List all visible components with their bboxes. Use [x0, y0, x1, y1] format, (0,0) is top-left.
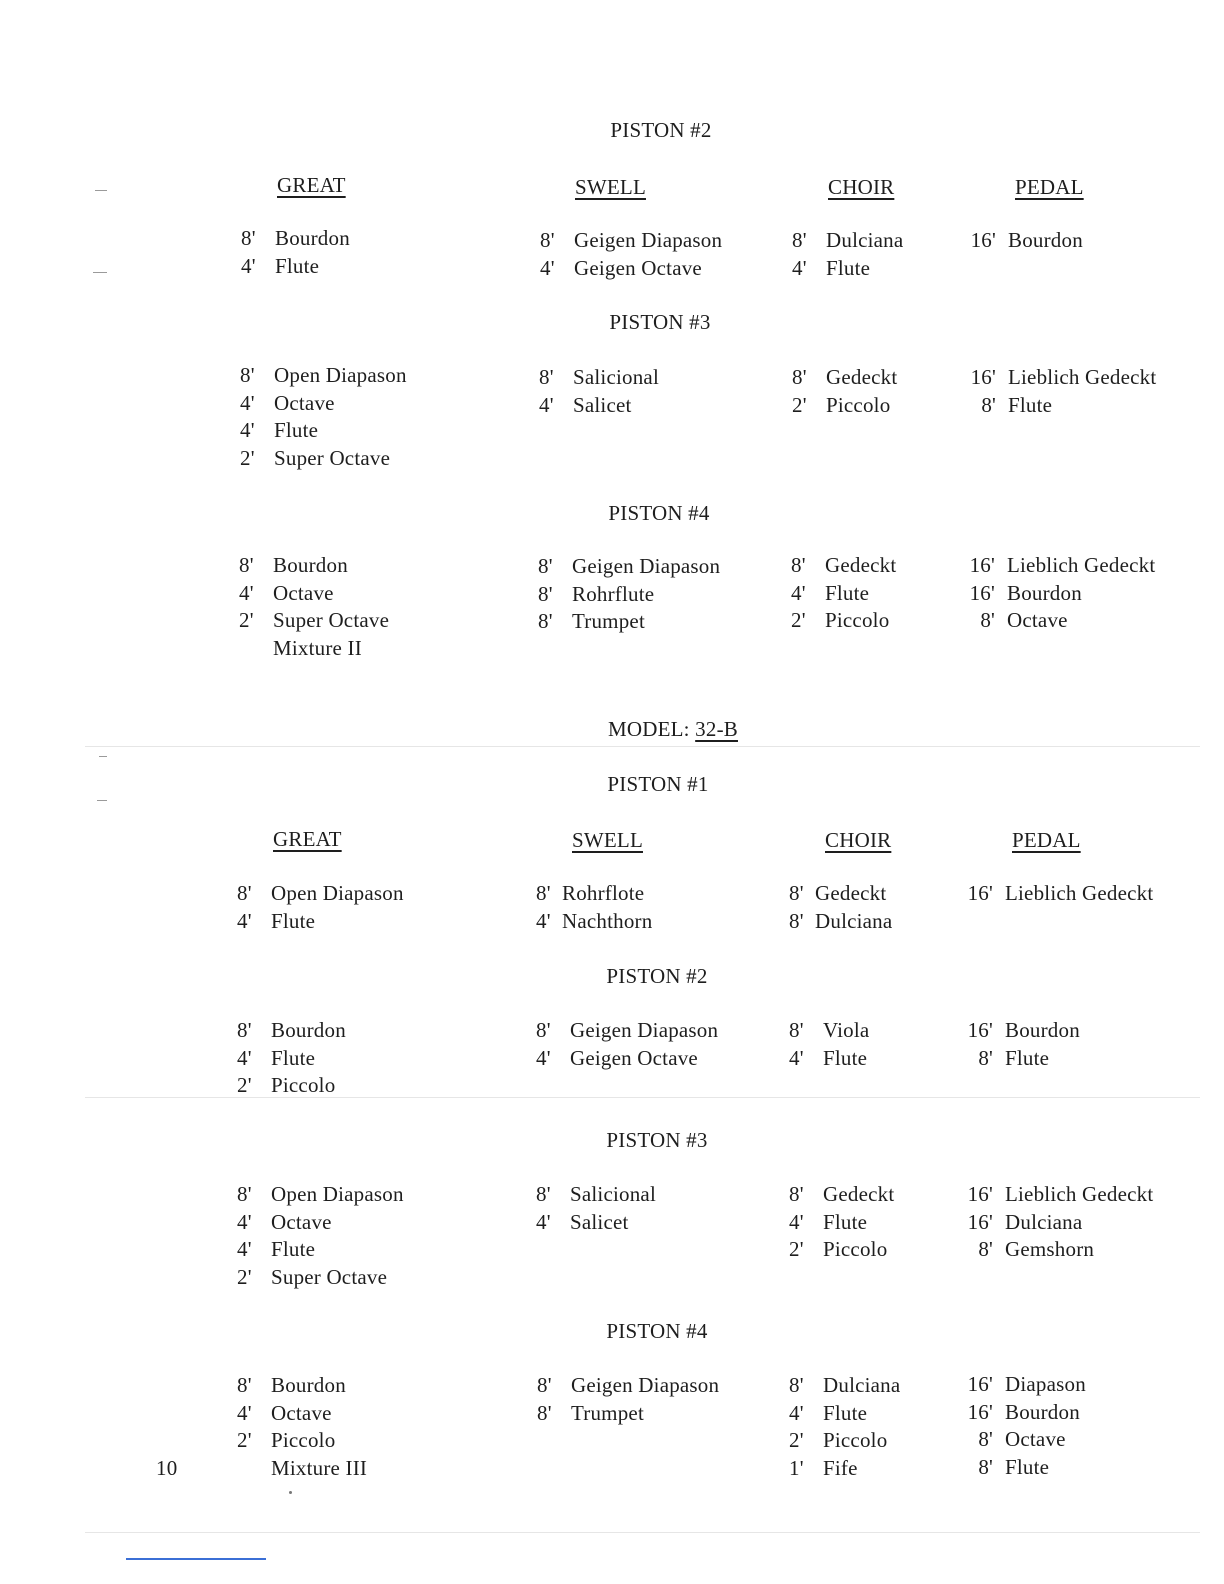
stop-entry	[536, 1210, 629, 1234]
piston-title: PISTON #2	[606, 964, 708, 988]
stop-name: Trumpet	[572, 609, 645, 633]
stop-name: Lieblich Gedeckt	[1007, 553, 1156, 577]
stop-entry	[237, 1373, 346, 1397]
stop-pitch: 16'	[970, 365, 996, 389]
stop-pitch: 16'	[967, 881, 993, 905]
stop-name: Flute	[1005, 1454, 1050, 1479]
stop-entry	[789, 1182, 894, 1206]
stop-entry	[536, 909, 652, 933]
stop-pitch: 4'	[241, 253, 256, 278]
stop-entry	[539, 393, 632, 417]
stop-pitch: 4'	[239, 580, 254, 605]
stop-name: Gedeckt	[823, 1182, 895, 1206]
stop-pitch: 8'	[536, 1182, 551, 1206]
stop-pitch: 8'	[237, 881, 252, 905]
stop-name: Geigen Diapason	[574, 228, 723, 252]
stop-name: Bourdon	[275, 226, 350, 250]
stop-entry	[241, 254, 319, 278]
stop-entry	[789, 909, 892, 933]
stop-pitch: 2'	[789, 1237, 804, 1261]
stop-pitch: 16'	[970, 228, 996, 252]
stop-name: Fife	[823, 1455, 858, 1480]
stop-name: Gedeckt	[815, 881, 887, 905]
stop-name: Piccolo	[826, 392, 891, 417]
stop-entry	[789, 881, 886, 905]
stop-name: Geigen Octave	[570, 1045, 698, 1070]
stop-pitch: 8'	[789, 1182, 804, 1206]
stop-entry	[237, 1456, 367, 1480]
stop-name: Bourdon	[271, 1018, 346, 1042]
stop-entry	[237, 1265, 387, 1289]
stop-pitch: 8'	[536, 881, 551, 905]
stop-entry	[789, 1018, 869, 1042]
stop-pitch: 8'	[789, 881, 804, 905]
stop-name: Dulciana	[1005, 1209, 1083, 1234]
stop-pitch: 8'	[978, 1454, 993, 1479]
stop-entry	[237, 881, 404, 905]
stop-entry	[239, 608, 389, 632]
piston-title: PISTON #3	[609, 310, 711, 334]
stop-name: Flute	[271, 1237, 316, 1261]
stop-entry	[967, 581, 1082, 605]
stop-entry	[239, 581, 334, 605]
scan-rule	[85, 1532, 1200, 1533]
stop-entry	[237, 1428, 335, 1452]
stop-entry	[237, 1018, 346, 1042]
stop-name: Mixture II	[273, 635, 362, 660]
stop-pitch: 8'	[792, 365, 807, 389]
stop-pitch: 2'	[237, 1073, 252, 1097]
stop-entry	[237, 1046, 315, 1070]
stop-pitch: 8'	[978, 1427, 993, 1451]
stop-name: Bourdon	[1005, 1399, 1080, 1424]
stop-entry	[965, 1372, 1086, 1396]
stop-name: Piccolo	[271, 1073, 336, 1097]
column-header-pedal: PEDAL	[1015, 175, 1084, 199]
stop-name: Gemshorn	[1005, 1237, 1095, 1261]
stop-name: Dulciana	[826, 228, 904, 252]
stop-entry	[237, 1073, 335, 1097]
scan-rule	[85, 1097, 1200, 1098]
stop-entry	[237, 1182, 404, 1206]
stop-name: Octave	[271, 1400, 332, 1425]
column-header-choir: CHOIR	[828, 175, 895, 199]
stop-entry	[789, 1456, 858, 1480]
stop-name: Flute	[826, 255, 871, 280]
stop-name: Viola	[823, 1018, 870, 1042]
stop-pitch: 8'	[789, 1018, 804, 1042]
stop-pitch: 16'	[967, 1209, 993, 1234]
stop-entry	[965, 881, 1153, 905]
stop-entry	[536, 1018, 718, 1042]
stop-entry	[237, 909, 315, 933]
stop-pitch: 4'	[792, 255, 807, 280]
stop-entry	[965, 1427, 1066, 1451]
stop-pitch: 2'	[237, 1428, 252, 1452]
stop-entry	[791, 608, 889, 632]
stop-entry	[540, 256, 702, 280]
stop-name: Geigen Diapason	[572, 554, 721, 578]
piston-title: PISTON #2	[610, 118, 712, 142]
stop-pitch: 16'	[967, 1018, 993, 1042]
stop-name: Octave	[1007, 608, 1068, 632]
stop-name: Rohrflute	[572, 581, 655, 606]
stop-pitch: 8'	[978, 1045, 993, 1070]
stop-entry	[536, 881, 644, 905]
stop-entry	[965, 1237, 1094, 1261]
scan-mark	[95, 190, 107, 191]
stop-name: Flute	[823, 1400, 868, 1425]
stop-entry	[967, 608, 1068, 632]
column-header-swell: SWELL	[575, 175, 646, 199]
stop-pitch: 4'	[237, 1237, 252, 1261]
stop-entry	[789, 1401, 867, 1425]
stop-entry	[537, 1373, 719, 1397]
scan-mark	[99, 756, 107, 757]
stop-pitch: 8'	[537, 1400, 552, 1425]
stop-entry	[237, 1401, 332, 1425]
stop-name: Nachthorn	[562, 908, 653, 933]
stop-entry	[789, 1210, 867, 1234]
stop-entry	[791, 581, 869, 605]
stop-name: Flute	[823, 1045, 868, 1070]
stop-pitch: 8'	[789, 908, 804, 933]
stop-name: Dulciana	[823, 1373, 901, 1397]
stop-entry	[789, 1428, 887, 1452]
column-header-great: GREAT	[277, 173, 346, 197]
stop-name: Bourdon	[1007, 580, 1082, 605]
stop-entry	[240, 363, 407, 387]
column-header-swell: SWELL	[572, 828, 643, 852]
piston-title: PISTON #3	[606, 1128, 708, 1152]
stop-name: Piccolo	[823, 1428, 888, 1452]
stop-entry	[968, 393, 1052, 417]
edge-line	[126, 1558, 266, 1560]
stop-entry	[240, 446, 390, 470]
stop-name: Flute	[275, 253, 320, 278]
stop-name: Salicional	[570, 1182, 656, 1206]
stop-name: Lieblich Gedeckt	[1008, 365, 1157, 389]
stop-name: Super Octave	[274, 445, 391, 470]
stop-pitch: 8'	[538, 554, 553, 578]
stop-pitch: 8'	[978, 1237, 993, 1261]
stop-entry	[538, 554, 720, 578]
column-header-choir: CHOIR	[825, 828, 892, 852]
stop-name: Salicet	[570, 1209, 629, 1234]
stop-pitch: 16'	[967, 1399, 993, 1424]
stop-name: Octave	[271, 1209, 332, 1234]
stop-name: Flute	[823, 1209, 868, 1234]
stop-pitch: 8'	[237, 1373, 252, 1397]
stop-pitch: 8'	[240, 363, 255, 387]
stop-entry	[237, 1210, 332, 1234]
stop-pitch: 8'	[538, 581, 553, 606]
stop-entry	[240, 418, 318, 442]
stop-entry	[791, 553, 896, 577]
stop-entry	[965, 1046, 1049, 1070]
stop-pitch: 8'	[539, 365, 554, 389]
stop-pitch: 8'	[980, 608, 995, 632]
scan-rule	[85, 746, 1200, 747]
stop-entry	[968, 228, 1083, 252]
stop-pitch: 2'	[237, 1264, 252, 1289]
stop-entry	[965, 1018, 1080, 1042]
stop-pitch: 4'	[540, 255, 555, 280]
stop-pitch: 8'	[237, 1182, 252, 1206]
stop-name: Piccolo	[271, 1428, 336, 1452]
stop-entry	[789, 1046, 867, 1070]
stop-name: Salicional	[573, 365, 659, 389]
scan-mark	[97, 800, 107, 801]
stop-pitch: 2'	[239, 608, 254, 632]
stop-pitch: 4'	[789, 1045, 804, 1070]
stop-pitch: 1'	[789, 1455, 804, 1480]
stop-name: Bourdon	[273, 553, 348, 577]
stop-name: Flute	[274, 418, 319, 442]
stop-pitch: 4'	[240, 390, 255, 415]
stop-pitch: 2'	[792, 392, 807, 417]
stop-name: Lieblich Gedeckt	[1005, 1182, 1154, 1206]
stop-entry	[792, 365, 897, 389]
piston-title: PISTON #1	[607, 772, 709, 796]
stop-pitch: 8'	[538, 609, 553, 633]
stop-pitch: 4'	[237, 908, 252, 933]
stop-pitch: 4'	[789, 1400, 804, 1425]
stop-name: Piccolo	[823, 1237, 888, 1261]
stop-name: Diapason	[1005, 1372, 1086, 1396]
model-heading	[608, 717, 738, 741]
stop-entry	[965, 1400, 1080, 1424]
stop-name: Lieblich Gedeckt	[1005, 881, 1154, 905]
stop-entry	[537, 1401, 644, 1425]
stop-pitch: 2'	[240, 445, 255, 470]
stop-name: Salicet	[573, 392, 632, 417]
stop-name: Octave	[273, 580, 334, 605]
stop-pitch: 16'	[967, 1372, 993, 1396]
stop-entry	[540, 228, 722, 252]
stop-name: Flute	[1005, 1045, 1050, 1070]
model-label: MODEL:	[608, 717, 690, 741]
stop-pitch: 16'	[969, 553, 995, 577]
stop-name: Trumpet	[571, 1400, 644, 1425]
stop-pitch: 4'	[539, 392, 554, 417]
stop-entry	[965, 1455, 1049, 1479]
stop-name: Bourdon	[1008, 228, 1083, 252]
stop-entry	[239, 636, 362, 660]
stop-name: Flute	[825, 580, 870, 605]
stop-name: Open Diapason	[274, 363, 407, 387]
piston-title: PISTON #4	[606, 1319, 708, 1343]
stop-pitch: 4'	[536, 1045, 551, 1070]
stop-name: Piccolo	[825, 608, 890, 632]
stop-pitch: 2'	[789, 1428, 804, 1452]
stop-entry	[241, 226, 350, 250]
stop-pitch: 16'	[967, 1182, 993, 1206]
stop-entry	[239, 553, 348, 577]
stop-pitch: 8'	[537, 1373, 552, 1397]
stop-pitch: 4'	[237, 1045, 252, 1070]
stop-name: Open Diapason	[271, 881, 404, 905]
stop-name: Bourdon	[271, 1373, 346, 1397]
stop-name: Super Octave	[271, 1264, 388, 1289]
stop-entry	[967, 553, 1155, 577]
stop-entry	[536, 1046, 698, 1070]
stop-pitch: 8'	[241, 226, 256, 250]
stop-pitch: 4'	[237, 1209, 252, 1234]
stop-name: Dulciana	[815, 908, 893, 933]
model-number: 32-B	[695, 717, 738, 741]
stop-pitch: 8'	[792, 228, 807, 252]
stop-entry	[965, 1210, 1082, 1234]
stop-entry	[539, 365, 659, 389]
stop-entry	[538, 582, 654, 606]
page-number: 10	[156, 1456, 178, 1480]
stop-name: Flute	[271, 908, 316, 933]
stop-name: Open Diapason	[271, 1182, 404, 1206]
stop-name: Mixture III	[271, 1455, 368, 1480]
stop-entry	[789, 1373, 900, 1397]
stop-name: Rohrflote	[562, 881, 645, 905]
stop-name: Geigen Diapason	[571, 1373, 720, 1397]
stop-entry	[792, 256, 870, 280]
stop-entry	[792, 228, 903, 252]
stop-entry	[240, 391, 335, 415]
stop-name: Super Octave	[273, 608, 390, 632]
stop-pitch: 8'	[536, 1018, 551, 1042]
stop-entry	[968, 365, 1156, 389]
stop-entry	[965, 1182, 1153, 1206]
column-header-pedal: PEDAL	[1012, 828, 1081, 852]
stop-pitch: 4'	[791, 580, 806, 605]
stop-name: Bourdon	[1005, 1018, 1080, 1042]
stop-pitch: 4'	[536, 1209, 551, 1234]
stop-name: Geigen Octave	[574, 255, 702, 280]
scan-speck	[289, 1491, 292, 1494]
stop-pitch: 8'	[981, 392, 996, 417]
scan-mark	[93, 272, 107, 273]
column-header-great: GREAT	[273, 827, 342, 851]
stop-pitch: 2'	[791, 608, 806, 632]
stop-pitch: 8'	[789, 1373, 804, 1397]
stop-pitch: 8'	[237, 1018, 252, 1042]
stop-pitch: 4'	[536, 908, 551, 933]
stop-name: Octave	[1005, 1427, 1066, 1451]
stop-pitch: 8'	[791, 553, 806, 577]
stop-pitch: 4'	[237, 1400, 252, 1425]
stop-name: Flute	[271, 1045, 316, 1070]
piston-title: PISTON #4	[608, 501, 710, 525]
stop-name: Gedeckt	[826, 365, 898, 389]
stop-entry	[536, 1182, 656, 1206]
stop-pitch: 8'	[239, 553, 254, 577]
stop-pitch: 4'	[789, 1209, 804, 1234]
stop-pitch: 8'	[540, 228, 555, 252]
stop-name: Flute	[1008, 392, 1053, 417]
stop-name: Gedeckt	[825, 553, 897, 577]
stop-entry	[237, 1237, 315, 1261]
stop-entry	[538, 609, 645, 633]
stop-entry	[792, 393, 890, 417]
stop-pitch: 16'	[969, 580, 995, 605]
stop-pitch: 4'	[240, 418, 255, 442]
stop-name: Octave	[274, 390, 335, 415]
stop-name: Geigen Diapason	[570, 1018, 719, 1042]
stop-entry	[789, 1237, 887, 1261]
